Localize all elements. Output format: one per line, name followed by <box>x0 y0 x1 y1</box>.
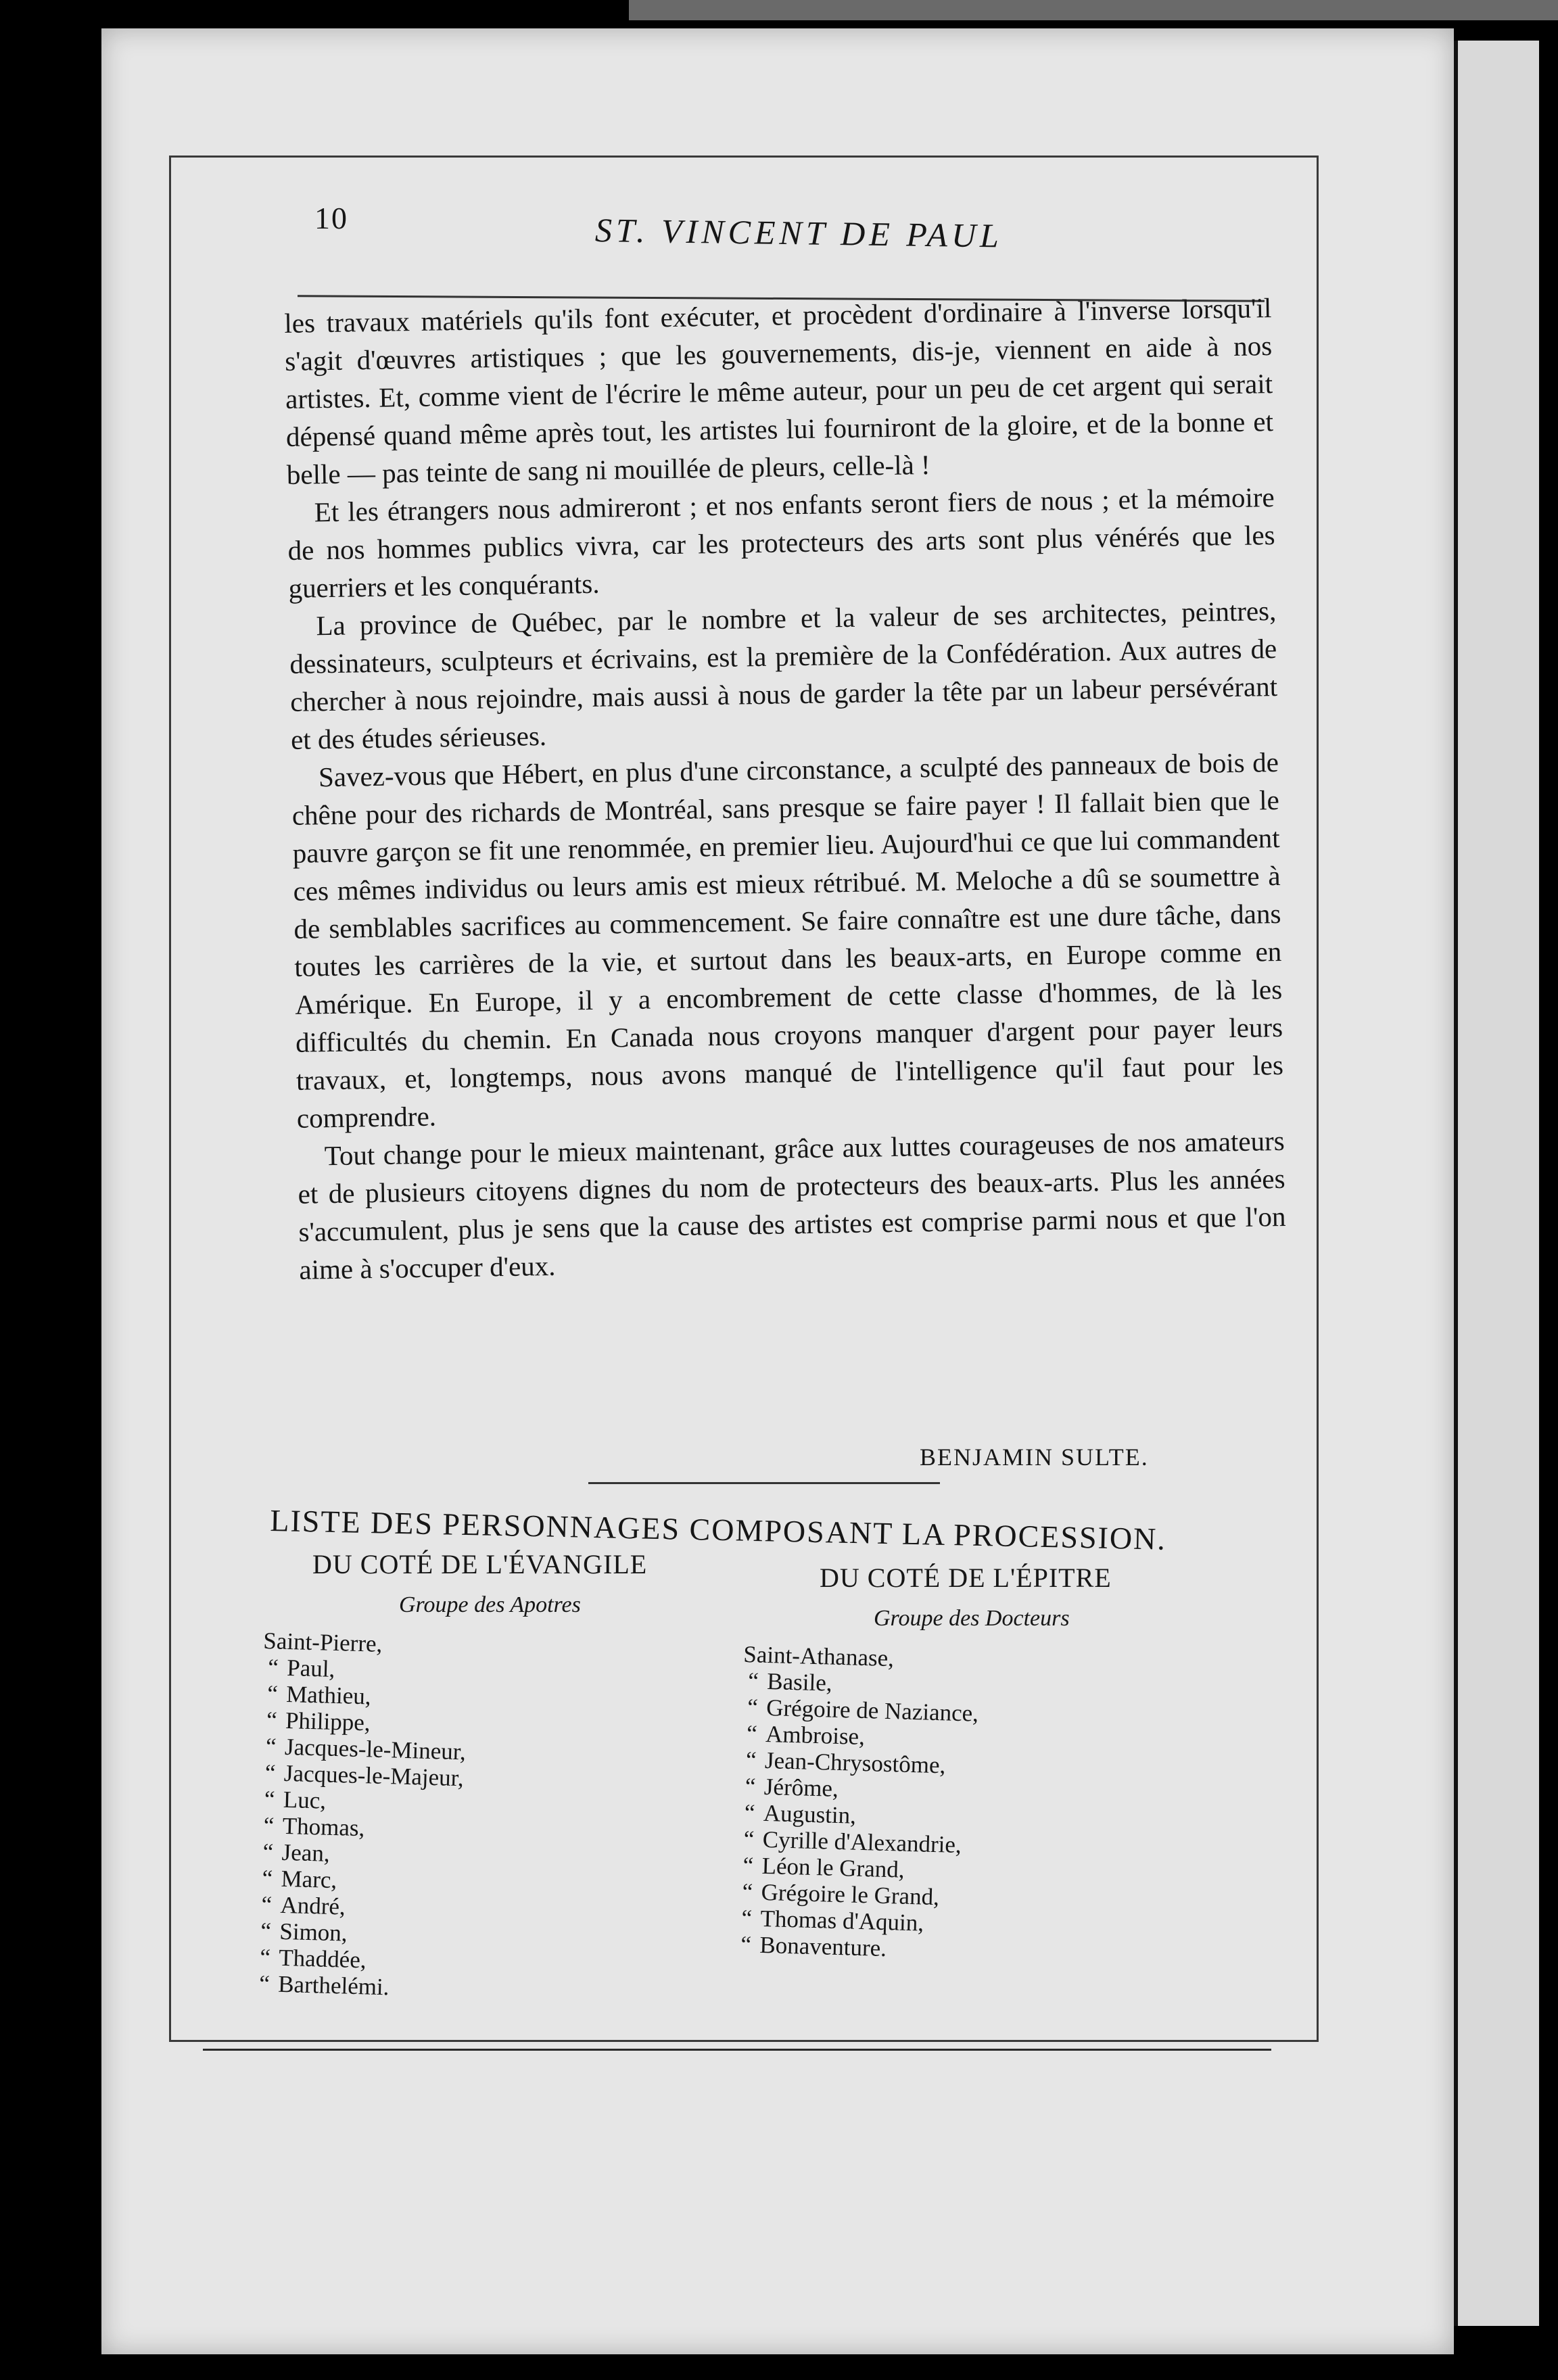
ditto-mark: “ <box>745 1773 757 1800</box>
person-name: Grégoire le Grand, <box>761 1878 940 1911</box>
ditto-mark: “ <box>747 1694 759 1721</box>
person-name: Simon, <box>279 1918 348 1947</box>
person-name: Saint-Pierre, <box>262 1627 383 1657</box>
ditto-mark: “ <box>742 1878 753 1905</box>
left-column <box>258 1548 724 2001</box>
ditto-mark: “ <box>742 1852 754 1879</box>
person-name: Jacques-le-Majeur, <box>283 1759 465 1792</box>
ditto-mark: “ <box>264 1759 277 1786</box>
person-name: Marc, <box>281 1865 337 1894</box>
person-name: Jean-Chrysostôme, <box>764 1746 946 1779</box>
person-name: Paul, <box>286 1654 335 1682</box>
person-name: Bonaventure. <box>759 1931 887 1962</box>
group-title-left: Groupe des Apotres <box>399 1592 581 1617</box>
page-number: 10 <box>314 201 348 235</box>
person-name: Basile, <box>766 1667 833 1696</box>
person-name: Jean, <box>281 1838 331 1867</box>
name-list-right <box>735 1641 1231 1971</box>
person-name: Luc, <box>283 1786 327 1814</box>
ditto-mark: “ <box>263 1812 275 1839</box>
person-name: Jérôme, <box>763 1773 839 1802</box>
list-title: LISTE DES PERSONNAGES COMPOSANT LA PROCESSION. <box>269 1502 1167 1556</box>
section-divider <box>588 1482 940 1484</box>
ditto-mark: “ <box>260 1918 272 1945</box>
ditto-mark: “ <box>746 1720 758 1747</box>
column-heading-right: DU COTÉ DE L'ÉPITRE <box>820 1563 1112 1593</box>
ditto-mark: “ <box>261 1891 273 1918</box>
right-column <box>740 1562 1231 1962</box>
ditto-mark: “ <box>745 1746 757 1774</box>
ditto-mark: “ <box>741 1905 753 1932</box>
ditto-mark: “ <box>265 1733 277 1760</box>
paragraph: Tout change pour le mieux maintenant, grâce aux luttes courageuses de nos amateurs et de plusieurs citoyens dignes du nom de protecteurs des beaux-arts. Plus les années s'accumulent, plus je sens que la cause des artistes est comprise parmi nous et que l'on aime à s'occuper d'eux. <box>298 1124 1286 1285</box>
paragraph: La province de Québec, par le nombre et la valeur de ses architectes, peintres, dessinateurs, sculpteurs et écrivains, est la première de la Confédération. Aux autres de chercher à nous rejoindre, mais aussi à nous de garder la tête par un labeur persévérant et des études sérieuses. <box>289 595 1278 755</box>
person-name: Ambroise, <box>765 1720 866 1751</box>
ditto-mark: “ <box>266 1707 278 1734</box>
person-name: Cyrille d'Alexandrie, <box>762 1826 962 1859</box>
ditto-mark: “ <box>740 1931 752 1958</box>
ditto-mark: “ <box>262 1838 274 1865</box>
person-name: Grégoire de Naziance, <box>765 1694 979 1727</box>
paragraph: Savez-vous que Hébert, en plus d'une circonstance, a sculpté des panneaux de bois de chêne pour des richards de Montréal, sans presque se faire payer ! Il fallait bien que le pauvre garçon se fit une renommée, en premier lieu. Aujourd'hui ce que lui commandent ces mêmes individus ou leurs amis est mieux rétribué. M. Meloche a dû se soumettre à de semblables sacrifices au commencement. Se faire connaître est une dure tâche, dans toutes les carrières de la vie, et surtout dans les beaux-arts, en Europe comme en Amérique. En Europe, il y a encombrement de cette classe d'hommes, de là les difficultés du chemin. En Canada nous croyons manquer d'argent pour payer leurs travaux, et, longtemps, nous avons manqué de l'intelligence qu'il faut pour les comprendre. <box>291 746 1284 1134</box>
paragraph: les travaux matériels qu'ils font exécuter, et procèdent d'ordinaire à l'inverse lorsqu'il s'agit d'œuvres artistiques ; que les gouvernements, dis-je, viennent en aide à nos artistes. Et, comme vient de l'écrire le même auteur, pour un peu de cet argent qui serait dépensé quand même après tout, les artistes lui fourniront de la gloire, et de la bonne et belle — pas teinte de sang ni mouillée de pleurs, celle-là ! <box>284 292 1274 490</box>
group-title-right: Groupe des Docteurs <box>874 1606 1070 1631</box>
ditto-mark: “ <box>744 1799 756 1826</box>
person-name: Saint-Athanase, <box>742 1641 895 1672</box>
person-name: Thaddée, <box>278 1944 367 1974</box>
person-name: Léon le Grand, <box>761 1852 905 1883</box>
person-name: André, <box>280 1891 346 1920</box>
person-name: Mathieu, <box>285 1680 372 1710</box>
person-name: Philippe, <box>285 1707 371 1736</box>
article-body <box>284 289 1287 1289</box>
ditto-mark: “ <box>258 1970 270 1997</box>
person-name: Jacques-le-Mineur, <box>284 1733 467 1765</box>
running-head: ST. VINCENT DE PAUL <box>594 211 1004 255</box>
person-name: Thomas, <box>282 1812 365 1842</box>
bottom-border <box>203 2049 1271 2051</box>
author-signature: BENJAMIN SULTE. <box>920 1444 1149 1471</box>
scan-top-edge <box>629 0 1558 20</box>
person-name: Augustin, <box>763 1799 857 1829</box>
ditto-mark: “ <box>262 1865 273 1892</box>
ditto-mark: “ <box>264 1786 276 1813</box>
name-list-left <box>254 1627 724 2009</box>
adjacent-page-edge <box>1454 41 1539 2326</box>
person-name: Barthelémi. <box>277 1970 390 2001</box>
ditto-mark: “ <box>259 1944 271 1971</box>
ditto-mark: “ <box>266 1680 279 1707</box>
ditto-mark: “ <box>743 1826 755 1853</box>
paragraph: Et les étrangers nous admireront ; et nos enfants seront fiers de nous ; et la mémoire de nos hommes publics vivra, car les protecteurs des arts sont plus vénérés que les guerriers et les conquérants. <box>287 481 1275 604</box>
column-heading-left: DU COTÉ DE L'ÉVANGILE <box>312 1549 648 1579</box>
person-name: Thomas d'Aquin, <box>760 1905 924 1936</box>
ditto-mark: “ <box>267 1654 279 1681</box>
ditto-mark: “ <box>747 1667 759 1694</box>
